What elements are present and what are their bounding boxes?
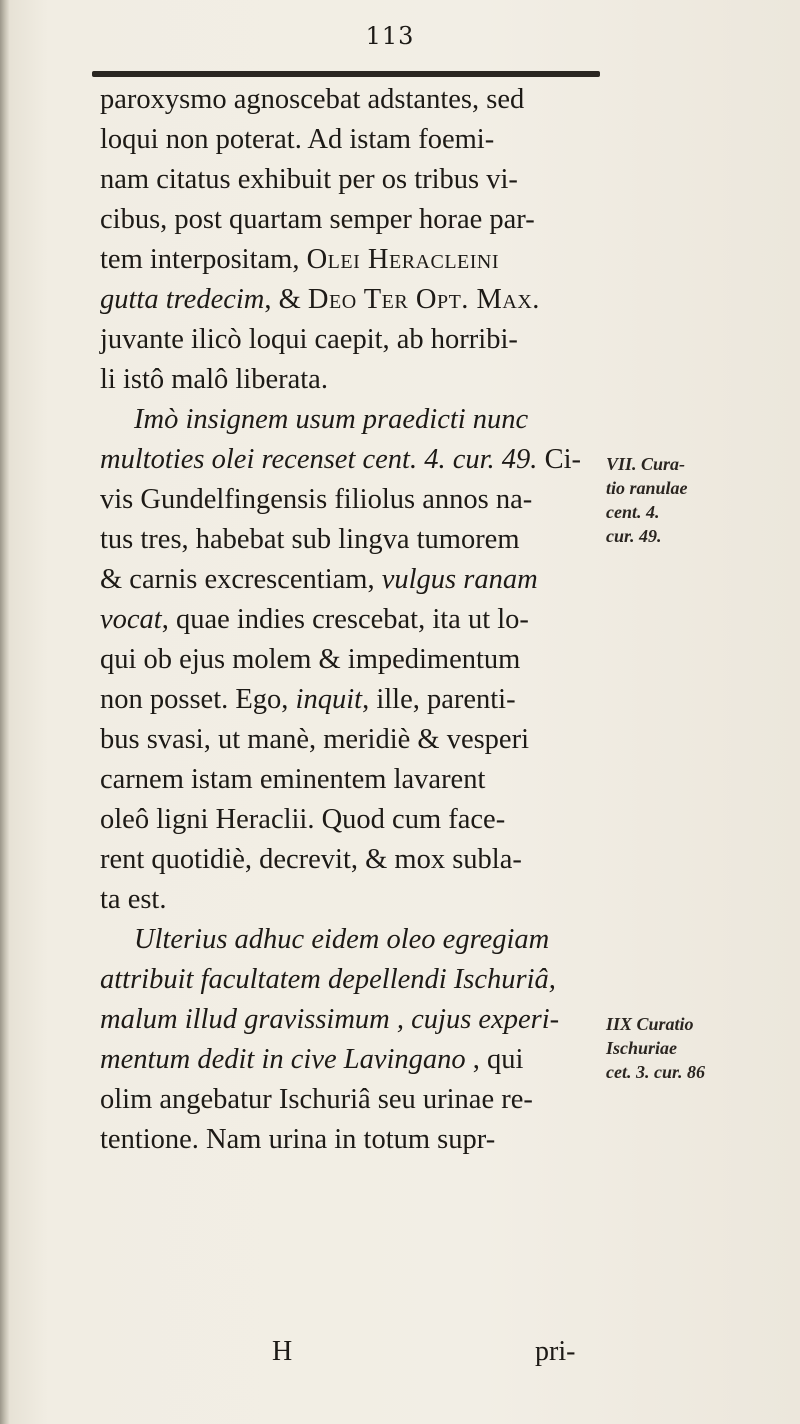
text-line (100, 920, 600, 960)
text-run: Ulterius adhuc eidem oleo egregiam (134, 924, 550, 955)
text-run: nam citatus exhibuit per os tribus vi- (100, 164, 518, 195)
margin-note-line: cent. 4. (606, 502, 660, 522)
text-line (100, 160, 600, 200)
text-run: tentione. Nam urina in totum supr- (100, 1124, 496, 1155)
text-run: inquit (295, 684, 363, 715)
text-run: , quae indies crescebat, ita ut lo- (161, 604, 529, 635)
text-run: ta est. (100, 884, 167, 915)
text-run: non posset. Ego, (100, 684, 296, 715)
text-run: Deo Ter Opt. Max. (307, 284, 540, 315)
text-line (100, 520, 600, 560)
text-run: rent quotidiè, decrevit, & mox subla- (100, 844, 522, 875)
catchword: pri- (535, 1336, 576, 1367)
text-line (100, 400, 600, 440)
text-run: , ille, parenti- (362, 684, 516, 715)
text-run: vis Gundelfingensis filiolus annos na- (100, 484, 533, 515)
text-line (100, 800, 600, 840)
text-run: oleô ligni Heraclii. Quod cum face- (100, 804, 506, 835)
text-line (100, 600, 600, 640)
text-run: attribuit facultatem depellendi Ischuriâ, (100, 964, 556, 995)
text-run: li istô malô liberata. (100, 364, 328, 395)
text-run: Ci- (537, 444, 581, 475)
text-line (100, 280, 600, 320)
margin-note-line: cur. 49. (606, 526, 662, 546)
text-line (100, 1080, 600, 1120)
text-run: vulgus ranam (381, 564, 538, 595)
text-line (100, 80, 600, 120)
text-line (100, 1000, 600, 1040)
text-run: tem interpositam, (100, 244, 307, 275)
text-run: gutta tredecim (100, 284, 265, 315)
signature-mark: H (272, 1336, 293, 1367)
text-line (100, 1040, 600, 1080)
margin-note-line: tio ranulae (606, 478, 688, 498)
text-run: & carnis excrescentiam, (100, 564, 382, 595)
text-line (100, 640, 600, 680)
text-run: olim angebatur Ischuriâ seu urinae re- (100, 1084, 533, 1115)
text-line (100, 200, 600, 240)
text-run: malum illud gravissimum , cujus experi- (100, 1004, 560, 1035)
text-run: , & (264, 284, 308, 315)
margin-note-line: Ischuriae (606, 1038, 678, 1058)
text-line (100, 1120, 600, 1160)
text-run: , qui (465, 1044, 524, 1075)
text-run: Olei Heracleini (306, 244, 500, 275)
text-line (100, 840, 600, 880)
body-text (100, 80, 600, 1160)
text-line (100, 960, 600, 1000)
text-run: tus tres, habebat sub lingva tumorem (100, 524, 520, 555)
text-run: paroxysmo agnoscebat adstantes, sed (100, 84, 525, 115)
text-line (100, 560, 600, 600)
text-line (100, 680, 600, 720)
margin-note-ischuria (606, 1012, 796, 1084)
text-line (100, 480, 600, 520)
text-run: carnem istam eminentem lavarent (100, 764, 486, 795)
text-line (100, 320, 600, 360)
text-line (100, 120, 600, 160)
header-rule (92, 71, 600, 77)
page-number: 113 (365, 22, 415, 50)
text-run: loqui non poterat. Ad istam foemi- (100, 124, 495, 155)
margin-note-ranula (606, 452, 796, 548)
text-run: vocat (100, 604, 162, 635)
text-run: multoties olei recenset cent. 4. cur. 49. (100, 444, 538, 475)
margin-note-line: IIX Curatio (606, 1014, 694, 1034)
margin-note-line: VII. Cura- (606, 454, 686, 474)
text-run: Imò insignem usum praedicti nunc (134, 404, 529, 435)
text-run: juvante ilicò loqui caepit, ab horribi- (100, 324, 518, 355)
text-line (100, 240, 600, 280)
text-line (100, 760, 600, 800)
text-line (100, 360, 600, 400)
text-run: qui ob ejus molem & impedimentum (100, 644, 521, 675)
text-run: cibus, post quartam semper horae par- (100, 204, 535, 235)
text-line (100, 440, 600, 480)
text-run: mentum dedit in cive Lavingano (100, 1044, 466, 1075)
text-line (100, 720, 600, 760)
page-binding-edge (0, 0, 10, 1424)
text-line (100, 880, 600, 920)
text-run: bus svasi, ut manè, meridiè & vesperi (100, 724, 529, 755)
margin-note-line: cet. 3. cur. 86 (606, 1062, 705, 1082)
